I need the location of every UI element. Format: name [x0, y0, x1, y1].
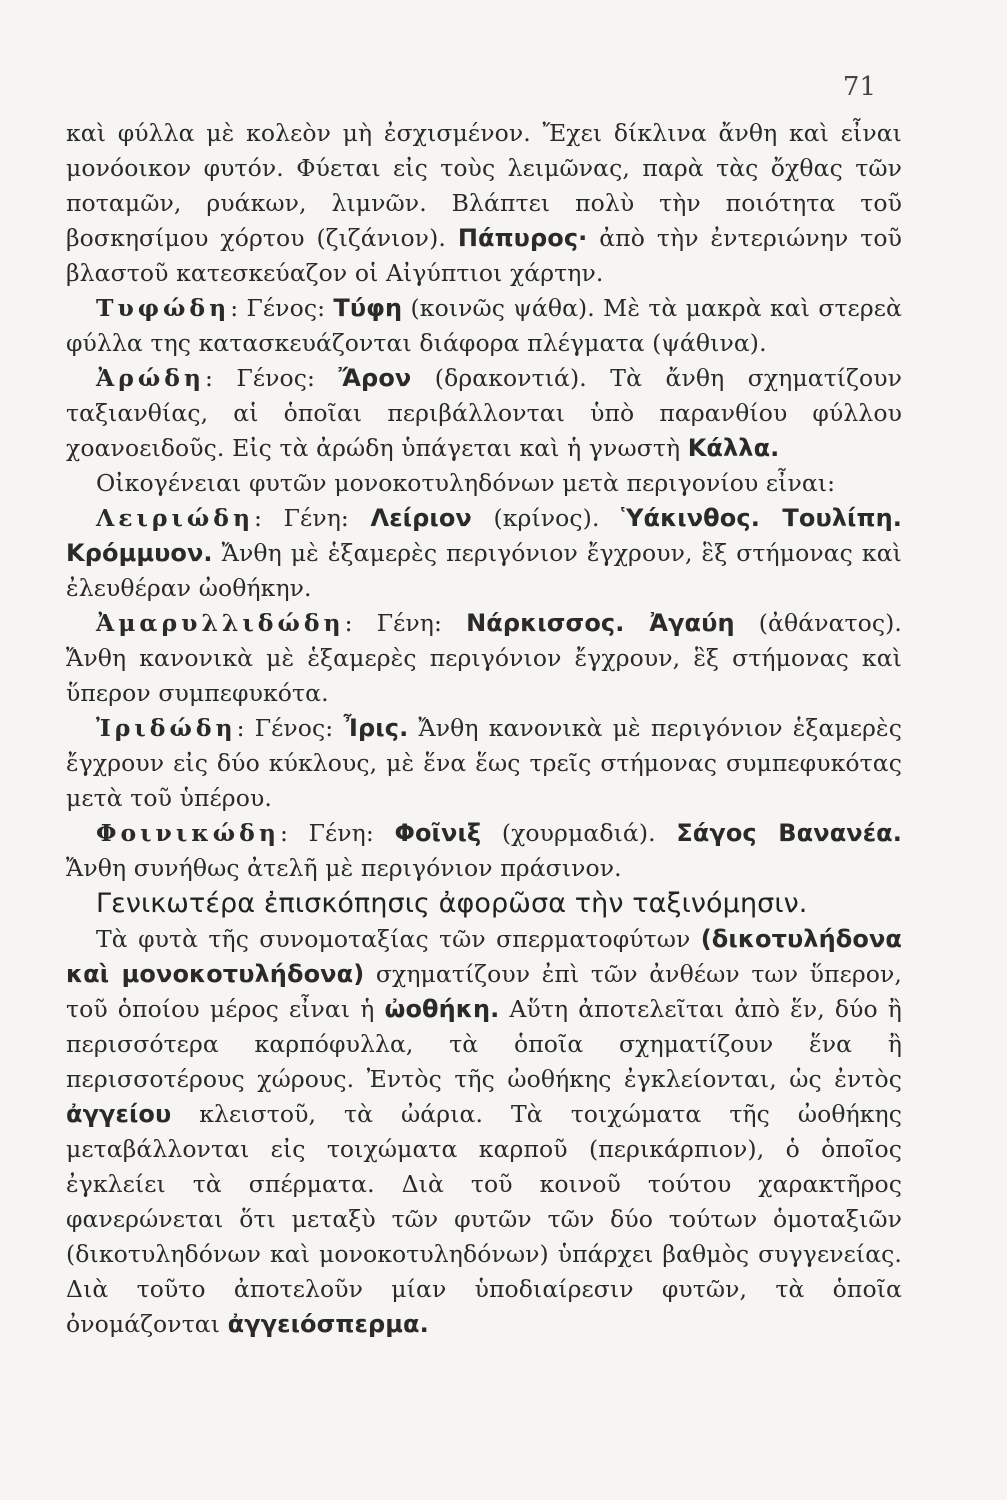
section-heading: Γενικωτέρα ἐπισκόπησις ἀφορῶσα τὴν ταξινόμησιν. — [96, 888, 808, 919]
text-run: (χουρμαδιά). — [481, 819, 677, 847]
text-run: κλειστοῦ, τὰ ὠάρια. Τὰ τοιχώματα τῆς ὠοθήκης μεταβάλλονται εἰς τοιχώματα καρποῦ (περικάρπιον), ὁ ὁποῖος ἐγκλείει τὰ σπέρματα. Διὰ τοῦ κοινοῦ τούτου χαρακτῆρος φανερώνεται ὅτι μεταξὺ τῶν φυτῶν τῶν δύο τούτων ὁμοταξιῶν (δικοτυληδόνων καὶ μονοκοτυληδόνων) ὑπάρχει βαθμὸς συγγενείας. Διὰ τοῦτο ἀποτελοῦν μίαν ὑποδιαίρεσιν φυτῶν, τὰ ὁποῖα ὀνομάζονται — [66, 1100, 902, 1338]
text-run: ἀπὸ τὴν ἐντεριώνην τοῦ βλαστοῦ κατεσκεύαζον οἱ Αἰγύπτιοι χάρτην. — [66, 224, 903, 287]
paragraph-leiriodi — [66, 501, 902, 606]
paragraph-typhodi — [66, 291, 902, 361]
text-run: καὶ φύλλα μὲ κολεὸν μὴ ἐσχισμένον. Ἔχει δίκλινα ἄνθη καὶ εἶναι μονόοικον φυτόν. Φύεται εἰς τοὺς λειμῶνας, παρὰ τὰς ὄχθας τῶν ποταμῶν, ρυάκων, λιμνῶν. Βλάπτει πολὺ τὴν ποιότητα τοῦ βοσκησίμου χόρτου (ζιζάνιον). — [66, 119, 902, 252]
term-oothiki: ὠοθήκη. — [384, 995, 500, 1023]
text-run: (ἀθάνατος). Ἄνθη κανονικὰ μὲ ἑξαμερὲς περιγόνιον ἔγχρουν, ἓξ στήμονας καὶ ὕπερον συμπεφυκότα. — [66, 609, 902, 707]
family-name: Τυφώδη — [96, 294, 231, 322]
text-run: Αὕτη ἀποτελεῖται ἀπὸ ἕν, δύο ἢ περισσότερα καρπόφυλλα, τὰ ὁποῖα σχηματίζουν ἕνα ἢ περισσοτέρους χώρους. Ἐντὸς τῆς ὠοθήκης ἐγκλείονται, ὡς ἐντὸς — [66, 995, 902, 1093]
term-narkissos: Νάρκισσος. Ἀγαύη — [466, 609, 735, 637]
text-run: σχηματίζουν ἐπὶ τῶν ἀνθέων των ὕπερον, τοῦ ὁποίου μέρος εἶναι ἡ — [66, 960, 902, 1023]
text-run: (κρίνος). — [471, 504, 622, 532]
paragraph-phoinikodi — [66, 816, 902, 886]
term-typhi: Τύφη — [333, 294, 403, 322]
text-run: : Γένος: — [230, 294, 334, 322]
text-run: (κοινῶς ψάθα). Μὲ τὰ μακρὰ καὶ στερεὰ φύλλα της κατασκευάζονται διάφορα πλέγματα (ψάθινα). — [66, 294, 902, 357]
text-run: : Γένος: — [236, 714, 344, 742]
term-aggeiou: ἀγγείου — [66, 1100, 172, 1128]
term-genera: Ὑάκινθος. Τουλίπη. Κρόμμυον. — [66, 504, 902, 567]
text-run: : Γένη: — [279, 819, 395, 847]
text-run: : Γένη: — [344, 609, 467, 637]
page-number: 71 — [842, 72, 876, 102]
text-run: Τὰ φυτὰ τῆς συνομοταξίας τῶν σπερματοφύτων — [96, 925, 701, 953]
term-aggeiosperma: ἀγγειόσπερμα. — [227, 1310, 429, 1338]
family-name: Ἰριδώδη — [96, 714, 237, 742]
term-phoinix: Φοῖνιξ — [394, 819, 482, 847]
text-run: Ἄνθη συνήθως ἀτελῆ μὲ περιγόνιον πράσινον. — [66, 854, 622, 882]
paragraph-iridodi — [66, 711, 902, 816]
text-run: : Γένος: — [205, 364, 339, 392]
family-name: Ἀμαρυλλιδώδη — [96, 609, 345, 637]
paragraph-arodi — [66, 361, 902, 466]
paragraph-intro-families: Οἰκογένειαι φυτῶν μονοκοτυληδόνων μετὰ περιγονίου εἶναι: — [96, 469, 836, 497]
page-body — [66, 116, 902, 1342]
term-sagos: Σάγος Βανανέα. — [676, 819, 902, 847]
family-name: Ἀρώδη — [96, 364, 205, 392]
text-run: Ἄνθη κανονικὰ μὲ περιγόνιον ἑξαμερὲς ἔγχρουν εἰς δύο κύκλους, μὲ ἕνα ἕως τρεῖς στήμονας συμπεφυκότας μετὰ τοῦ ὑπέρου. — [66, 714, 902, 812]
term-kalla: Κάλλα. — [687, 434, 780, 462]
family-name: Φοινικώδη — [96, 819, 280, 847]
text-run: : Γένη: — [254, 504, 371, 532]
text-run: Ἄνθη μὲ ἑξαμερὲς περιγόνιον ἔγχρουν, ἓξ στήμονας καὶ ἐλευθέραν ὠοθήκην. — [66, 539, 902, 602]
text-run: (δρακοντιά). Τὰ ἄνθη σχηματίζουν ταξιανθίας, αἱ ὁποῖαι περιβάλλονται ὑπὸ παρανθίου φύλλου χοανοειδοῦς. Εἰς τὰ ἀρώδη ὑπάγεται καὶ ἡ γνωστὴ — [66, 364, 902, 462]
term-dikotyl: (δικοτυλήδονα καὶ μονοκοτυλήδονα) — [66, 925, 902, 988]
term-leirion: Λείριον — [370, 504, 472, 532]
family-name: Λειριώδη — [96, 504, 255, 532]
term-iris: Ἶρις. — [343, 714, 409, 742]
paragraph-overview — [66, 922, 902, 1342]
paragraph-amaryllidodi — [66, 606, 902, 711]
paragraph-typha-continued — [66, 116, 902, 291]
term-aron: Ἄρον — [338, 364, 412, 392]
term-papyros: Πάπυρος· — [457, 224, 588, 252]
